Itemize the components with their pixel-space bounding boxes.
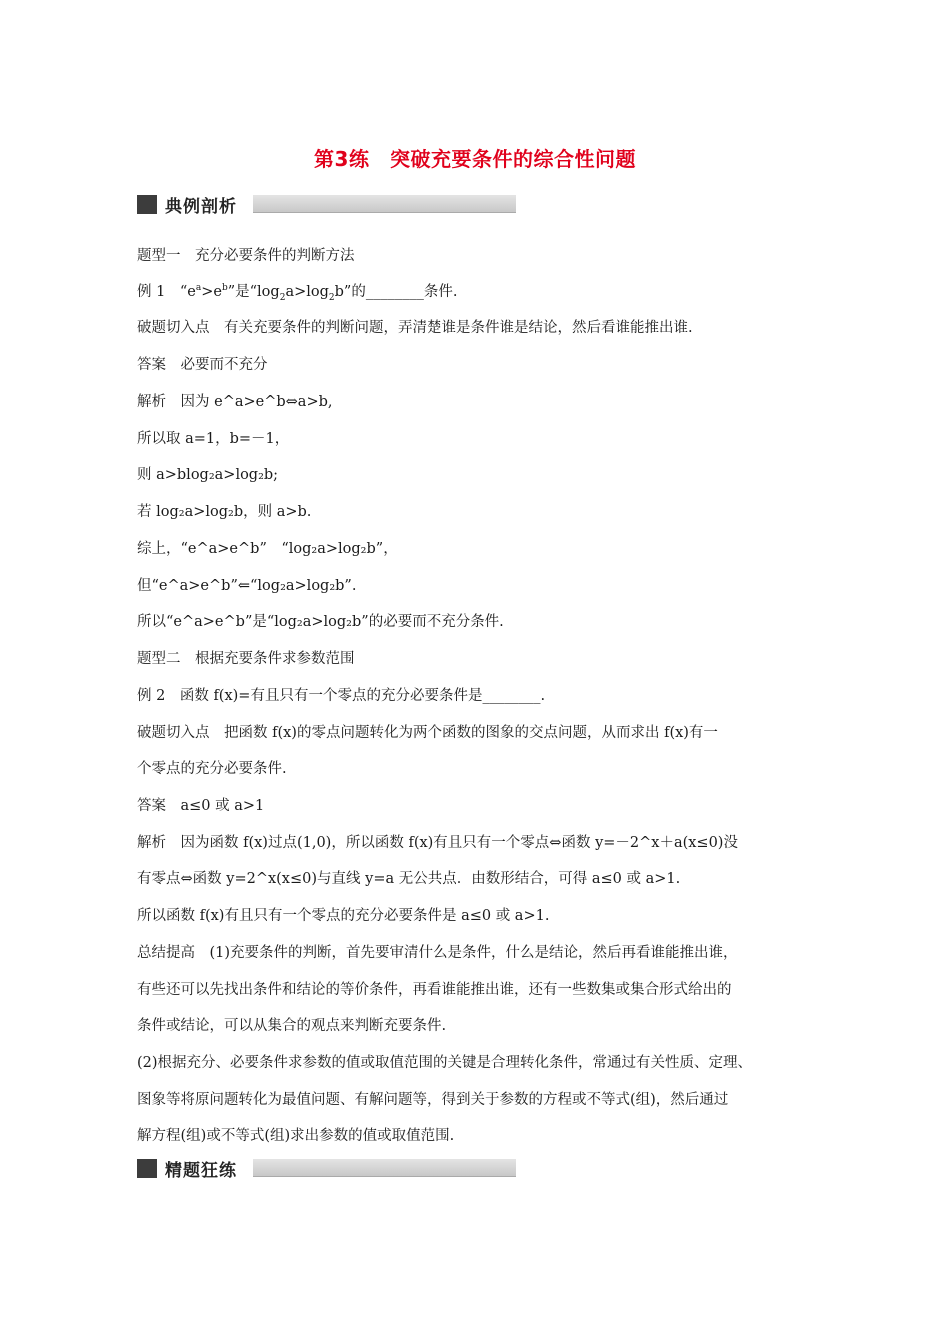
text-line: 答案 a≤0 或 a>1 bbox=[137, 798, 265, 814]
text-line: 个零点的充分必要条件. bbox=[137, 761, 287, 777]
text-line: 条件或结论，可以从集合的观点来判断充要条件. bbox=[137, 1018, 447, 1034]
section-header-practice bbox=[137, 1157, 237, 1179]
text-line: 解方程(组)或不等式(组)求出参数的值或取值范围. bbox=[137, 1128, 455, 1144]
text-line: 但“e^a>e^b”⇐“log₂a>log₂b”. bbox=[137, 578, 357, 594]
text-line: 破题切入点 把函数 f(x)的零点问题转化为两个函数的图象的交点问题，从而求出 f(x)有一 bbox=[137, 725, 718, 741]
text-line: 若 log₂a>log₂b，则 a>b. bbox=[137, 504, 312, 520]
text-line: 则 a>blog₂a>log₂b; bbox=[137, 467, 279, 483]
section-bar bbox=[253, 1159, 516, 1177]
text-line: 有零点⇔函数 y=2^x(x≤0)与直线 y=a 无公共点．由数形结合，可得 a≤0 或 a>1. bbox=[137, 871, 681, 887]
section-marker bbox=[137, 1159, 157, 1178]
section-header-examples bbox=[137, 193, 237, 215]
page-title: 第3练 突破充要条件的综合性问题 bbox=[314, 147, 636, 171]
text-line: 总结提高 (1)充要条件的判断，首先要审清什么是条件，什么是结论，然后再看谁能推出谁， bbox=[137, 945, 738, 961]
text-fragment: 例 1 “e bbox=[137, 284, 196, 300]
text-line: 破题切入点 有关充要条件的判断问题，弄清楚谁是条件谁是结论，然后看谁能推出谁. bbox=[137, 320, 693, 336]
text-line: 所以取 a=1，b=－1， bbox=[137, 431, 290, 447]
section-marker bbox=[137, 195, 157, 214]
subscript: 2 bbox=[279, 292, 286, 303]
text-line: (2)根据充分、必要条件求参数的值或取值范围的关键是合理转化条件，常通过有关性质、定理、 bbox=[137, 1055, 753, 1071]
example-1-line bbox=[137, 282, 457, 302]
subscript: 2 bbox=[328, 292, 335, 303]
text-line: 答案 必要而不充分 bbox=[137, 357, 268, 373]
text-line: 例 2 函数 f(x)=有且只有一个零点的充分必要条件是________. bbox=[137, 688, 546, 704]
text-line: 图象等将原问题转化为最值问题、有解问题等，得到关于参数的方程或不等式(组)，然后通过 bbox=[137, 1092, 729, 1108]
text-fragment: >e bbox=[201, 284, 222, 300]
section-label: 精题狂练 bbox=[165, 1160, 237, 1181]
text-line: 题型二 根据充要条件求参数范围 bbox=[137, 651, 355, 667]
section-bar bbox=[253, 195, 516, 213]
section-label: 典例剖析 bbox=[165, 196, 237, 217]
superscript: a bbox=[195, 283, 202, 294]
text-line: 题型一 充分必要条件的判断方法 bbox=[137, 248, 355, 264]
text-line: 解析 因为 e^a>e^b⇔a>b, bbox=[137, 394, 333, 410]
text-line: 综上，“e^a>e^b” “log₂a>log₂b”， bbox=[137, 541, 398, 557]
text-fragment: ”是“log bbox=[227, 284, 280, 300]
text-line: 有些还可以先找出条件和结论的等价条件，再看谁能推出谁，还有一些数集或集合形式给出的 bbox=[137, 982, 732, 998]
text-fragment: a>log bbox=[285, 284, 329, 300]
superscript: b bbox=[221, 283, 228, 294]
text-line: 所以“e^a>e^b”是“log₂a>log₂b”的必要而不充分条件. bbox=[137, 614, 504, 630]
text-line: 解析 因为函数 f(x)过点(1,0)，所以函数 f(x)有且只有一个零点⇔函数 y=－2^x＋a(x≤0)没 bbox=[137, 835, 738, 851]
text-line: 所以函数 f(x)有且只有一个零点的充分必要条件是 a≤0 或 a>1. bbox=[137, 908, 550, 924]
text-fragment: b”的________条件. bbox=[334, 284, 458, 300]
